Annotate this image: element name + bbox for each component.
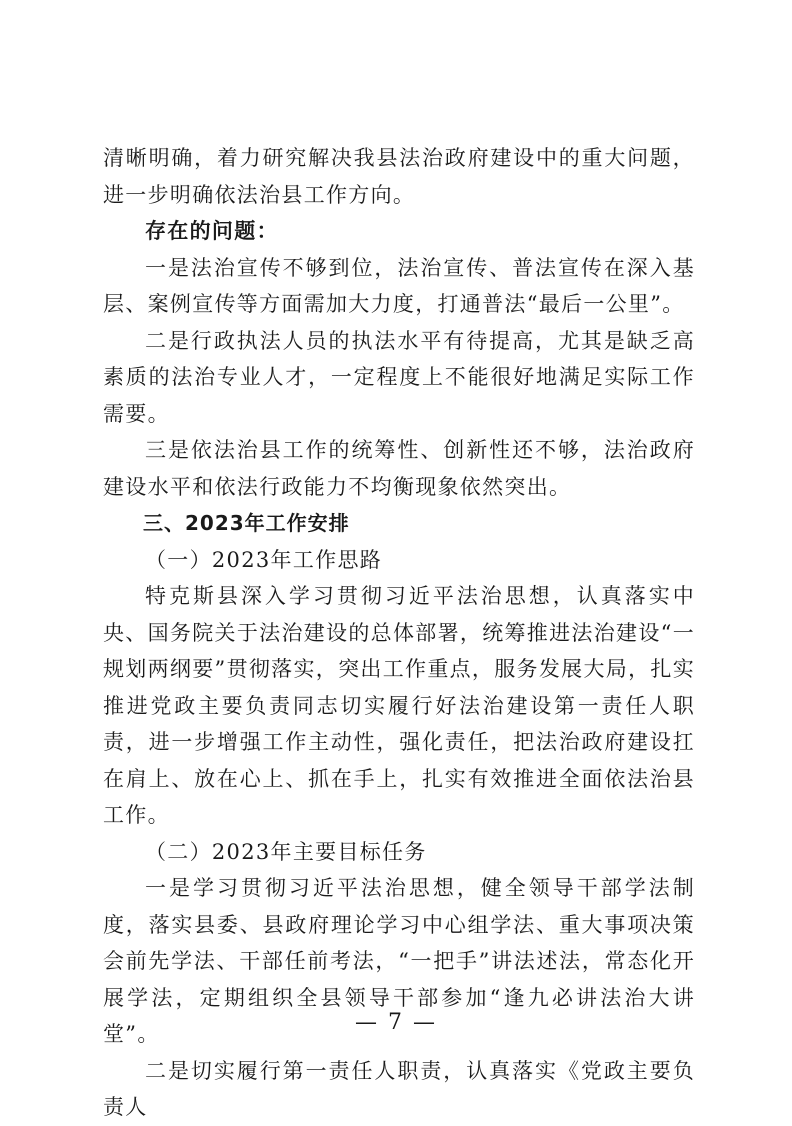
work-approach-paragraph: 特克斯县深入学习贯彻习近平法治思想，认真落实中央、国务院关于法治建设的总体部署，统筹推进法治建设“一规划两纲要”贯彻落实，突出工作重点，服务发展大局，扎实推进党政主要负责同志切实履行好法治建设第一责任人职责，进一步增强工作主动性，强化责任，把法治政府建设扛在肩上、放在心上、抓在手上，扎实有效推进全面依法治县工作。 (103, 584, 695, 827)
subsection-heading-2: （二）2023年主要目标任务 (145, 839, 427, 864)
problem-item-2: 二是行政执法人员的执法水平有待提高，尤其是缺乏高素质的法治专业人才，一定程度上不能很好地满足实际工作需要。 (103, 328, 695, 426)
task-item-2: 二是切实履行第一责任人职责，认真落实《党政主要负责人 (103, 1058, 695, 1119)
problem-item-3: 三是依法治县工作的统筹性、创新性还不够，法治政府建设水平和依法行政能力不均衡现象依然突出。 (103, 438, 695, 499)
problem-item-1: 一是法治宣传不够到位，法治宣传、普法宣传在深入基层、案例宣传等方面需加大力度，打通普法“最后一公里”。 (103, 255, 695, 316)
subsection-heading-1: （一）2023年工作思路 (145, 547, 383, 572)
document-body (103, 140, 695, 1126)
page-number: — 7 — (355, 1010, 437, 1035)
task-item-1: 一是学习贯彻习近平法治思想，健全领导干部学法制度，落实县委、县政府理论学习中心组学法、重大事项决策会前先学法、干部任前考法，“一把手”讲法述法，常态化开展学法，定期组织全县领导干部参加“逢九必讲法治大讲堂”。 (103, 876, 695, 1046)
paragraph-continuation: 清晰明确，着力研究解决我县法治政府建设中的重大问题，进一步明确依法治县工作方向。 (103, 146, 695, 207)
problems-heading: 存在的问题： (145, 218, 279, 243)
section-heading-3: 三、2023年工作安排 (143, 511, 350, 535)
